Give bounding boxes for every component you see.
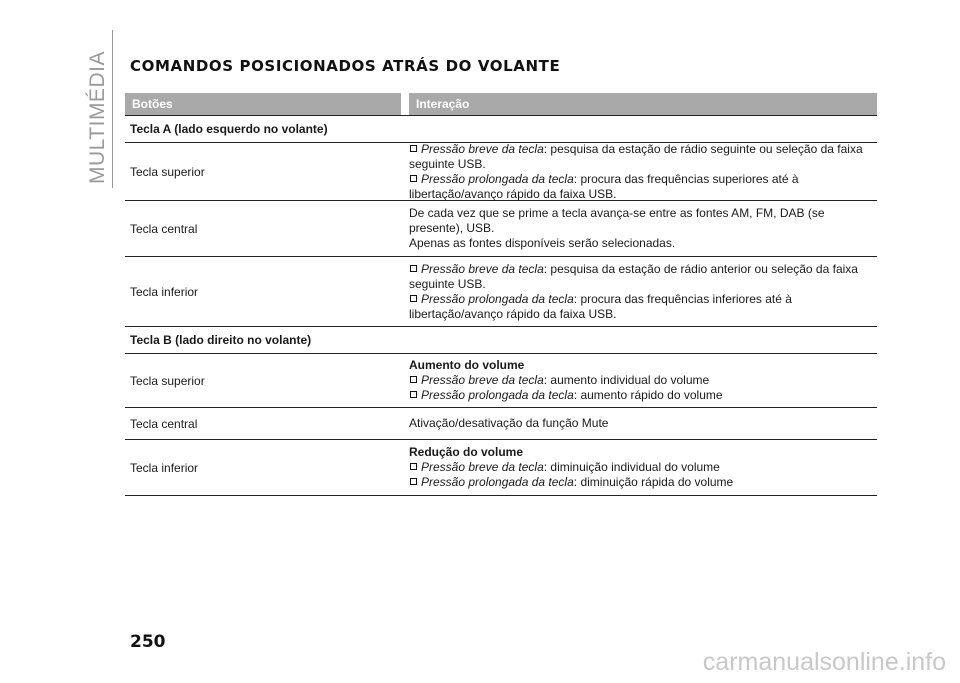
interaction-line <box>409 373 877 388</box>
action-type: Pressão prolongada da tecla <box>421 475 574 489</box>
interaction-line <box>409 142 877 157</box>
interaction-line <box>409 187 877 202</box>
checkbox-bullet-icon <box>410 376 417 383</box>
table-row <box>125 256 877 326</box>
table-bottom-rule <box>125 495 877 496</box>
row-button-label: Tecla superior <box>130 164 205 179</box>
action-type: Pressão prolongada da tecla <box>421 291 574 306</box>
action-description: : aumento individual do volume <box>543 373 710 387</box>
row-interaction <box>409 258 877 326</box>
action-description: : pesquisa da estação de rádio seguinte ou seleção da faixa <box>543 141 863 156</box>
interaction-line <box>409 475 877 490</box>
interaction-line <box>409 206 877 221</box>
table-header <box>125 93 877 115</box>
side-label-text: MULTIMÉDIA <box>86 51 109 184</box>
header-col-buttons: Botões <box>125 93 401 115</box>
side-section-label <box>70 30 130 190</box>
interaction-line <box>409 262 877 277</box>
row-button-label: Tecla central <box>130 416 198 431</box>
action-type: Pressão breve da tecla <box>421 261 544 276</box>
action-description: De cada vez que se prime a tecla avança-se entre as fontes AM, FM, DAB (se <box>409 206 825 220</box>
watermark: carmanualsonline.info <box>702 648 946 676</box>
action-description: : procura das frequências inferiores até à <box>573 291 792 306</box>
row-interaction <box>409 412 877 435</box>
action-type: Pressão breve da tecla <box>421 141 544 156</box>
interaction-line <box>409 221 877 236</box>
action-description: : aumento rápido do volume <box>573 388 723 402</box>
action-description: libertação/avanço rápido da faixa USB. <box>409 186 617 201</box>
checkbox-bullet-icon <box>410 391 417 398</box>
interaction-line <box>409 172 877 187</box>
action-type: Pressão breve da tecla <box>421 460 544 474</box>
interaction-line <box>409 416 877 431</box>
interaction-line <box>409 157 877 172</box>
checkbox-bullet-icon <box>410 145 417 152</box>
row-button-label: Tecla superior <box>130 373 205 388</box>
interaction-line <box>409 307 877 322</box>
row-interaction <box>409 138 877 206</box>
action-description: : diminuição individual do volume <box>543 460 720 474</box>
row-interaction <box>409 441 877 494</box>
page-number: 250 <box>130 632 166 652</box>
row-interaction <box>409 202 877 255</box>
checkbox-bullet-icon <box>410 265 417 272</box>
checkbox-bullet-icon <box>410 478 417 485</box>
interaction-line <box>409 236 877 251</box>
action-description: Apenas as fontes disponíveis serão selecionadas. <box>409 236 676 250</box>
action-description: seguinte USB. <box>409 156 486 171</box>
interaction-subheading: Redução do volume <box>409 445 524 459</box>
checkbox-bullet-icon <box>410 175 417 182</box>
action-description: : procura das frequências superiores até à <box>573 171 799 186</box>
section-heading: Tecla A (lado esquerdo no volante) <box>125 115 877 142</box>
side-divider <box>112 30 113 188</box>
action-description: Ativação/desativação da função Mute <box>409 416 609 430</box>
action-description: seguinte USB. <box>409 276 486 291</box>
header-col-interaction: Interação <box>409 93 877 115</box>
table-row <box>125 439 877 495</box>
checkbox-bullet-icon <box>410 295 417 302</box>
table-row <box>125 200 877 256</box>
row-button-label: Tecla inferior <box>130 284 199 299</box>
table-body <box>125 115 877 495</box>
table-row <box>125 353 877 407</box>
action-description: presente), USB. <box>409 221 495 235</box>
interaction-line <box>409 292 877 307</box>
action-description: libertação/avanço rápido da faixa USB. <box>409 306 617 321</box>
row-interaction <box>409 354 877 407</box>
action-description: : diminuição rápida do volume <box>573 475 734 489</box>
row-button-label: Tecla inferior <box>130 460 199 475</box>
table-row <box>125 142 877 200</box>
action-type: Pressão prolongada da tecla <box>421 171 574 186</box>
controls-table <box>125 93 877 496</box>
interaction-line <box>409 460 877 475</box>
table-row <box>125 407 877 439</box>
interaction-line <box>409 277 877 292</box>
checkbox-bullet-icon <box>410 463 417 470</box>
row-button-label: Tecla central <box>130 221 198 236</box>
page-title: COMANDOS POSICIONADOS ATRÁS DO VOLANTE <box>130 57 561 75</box>
section-heading: Tecla B (lado direito no volante) <box>125 326 877 353</box>
action-description: : pesquisa da estação de rádio anterior ou seleção da faixa <box>543 261 858 276</box>
action-type: Pressão prolongada da tecla <box>421 388 574 402</box>
interaction-line <box>409 388 877 403</box>
interaction-subheading: Aumento do volume <box>409 358 525 372</box>
action-type: Pressão breve da tecla <box>421 373 544 387</box>
